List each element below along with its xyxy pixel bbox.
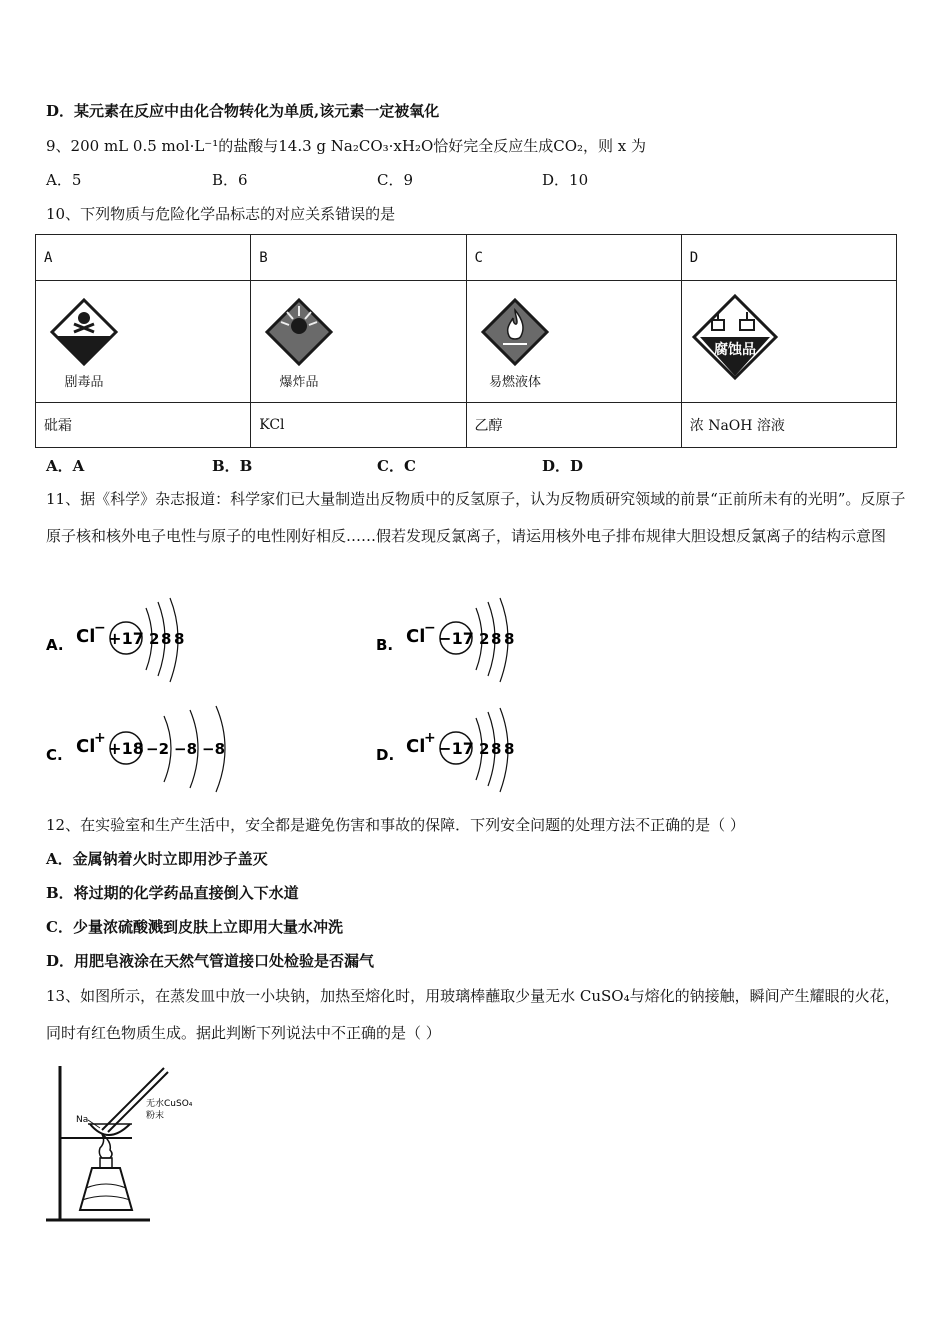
q11-a-nucleus: +17 [108, 629, 144, 648]
q11-option-b [376, 596, 576, 690]
label-cuso4: 无水CuSO₄ [146, 1099, 193, 1109]
q11-a-shell-1: 2 [149, 630, 160, 648]
q13-apparatus-diagram [40, 1062, 210, 1231]
q8-option-d: D．某元素在反应中由化合物转化为单质,该元素一定被氧化 [46, 102, 440, 120]
q11-d-nucleus: −17 [438, 739, 474, 758]
q11-a-shell-2: 8 [161, 630, 172, 648]
sign-label-corrosive: 腐蚀品 [713, 341, 756, 358]
q11-c-shell-3: −8 [202, 740, 226, 758]
q11-option-d [376, 704, 576, 798]
q12-stem: 12、在实验室和生产生活中，安全都是避免伤害和事故的保障．下列安全问题的处理方法不正确的是（ ） [46, 816, 745, 834]
explosive-sign-icon [259, 292, 339, 392]
sign-label-flammable: 易燃液体 [488, 374, 541, 390]
hazard-table [35, 234, 897, 448]
q12-option-c: C．少量浓硫酸溅到皮肤上立即用大量水冲洗 [46, 918, 343, 936]
q11-c-label: C. [46, 746, 63, 764]
substance-c: 乙醇 [466, 403, 681, 448]
q11-c-nucleus: +18 [108, 739, 144, 758]
q11-b-shell-1: 2 [479, 630, 490, 648]
q10-option-b: B．B [212, 457, 253, 475]
q11-a-charge: − [94, 620, 106, 636]
header-b: B [251, 235, 466, 281]
q11-a-ion: Cl [76, 626, 96, 647]
q11-option-a [46, 596, 246, 690]
q10-option-d: D．D [542, 457, 584, 475]
q10-stem: 10、下列物质与危险化学品标志的对应关系错误的是 [46, 205, 396, 223]
q11-b-shell-3: 8 [504, 630, 515, 648]
q11-d-label: D. [376, 746, 395, 764]
q9-stem: 9、200 mL 0.5 mol·L⁻¹的盐酸与14.3 g Na₂CO₃·xH₂O恰好完全反应生成CO₂，则 x 为 [46, 137, 647, 155]
q9-option-d: D．10 [542, 171, 589, 189]
q11-c-ion: Cl [76, 736, 96, 757]
header-d: D [681, 235, 896, 281]
header-a: A [36, 235, 251, 281]
q11-b-nucleus: −17 [438, 629, 474, 648]
label-na: Na [76, 1115, 89, 1125]
substance-b: KCl [251, 403, 466, 448]
sign-label-explosive: 爆炸品 [279, 374, 319, 390]
q11-d-charge: + [424, 730, 436, 746]
q11-d-shell-1: 2 [479, 740, 490, 758]
q11-c-shell-2: −8 [174, 740, 198, 758]
q11-option-c [46, 704, 286, 798]
q9-option-a: A．5 [46, 171, 82, 189]
q9-option-b: B．6 [212, 171, 248, 189]
substance-a: 砒霜 [36, 403, 251, 448]
q10-option-c: C．C [377, 457, 416, 475]
q13-stem: 13、如图所示，在蒸发皿中放一小块钠，加热至熔化时，用玻璃棒蘸取少量无水 CuSO₄与熔化的钠接触，瞬间产生耀眼的火花，同时有红色物质生成。据此判断下列说法中不正确的是（ ） [46, 987, 900, 1042]
header-c: C [466, 235, 681, 281]
q12-option-a: A．金属钠着火时立即用沙子盖灭 [46, 850, 268, 868]
q11-b-shell-2: 8 [491, 630, 502, 648]
q11-c-shell-1: −2 [146, 740, 170, 758]
q11-b-label: B. [376, 636, 394, 654]
q11-d-shell-3: 8 [504, 740, 515, 758]
substance-d: 浓 NaOH 溶液 [681, 403, 896, 448]
flammable-sign-icon [475, 292, 555, 392]
q11-a-shell-3: 8 [174, 630, 185, 648]
corrosive-sign-icon [690, 292, 780, 392]
q11-c-charge: + [94, 730, 106, 746]
q10-option-a: A．A [46, 457, 85, 475]
q11-b-charge: − [424, 620, 436, 636]
q12-option-b: B．将过期的化学药品直接倒入下水道 [46, 884, 299, 902]
q11-b-ion: Cl [406, 626, 426, 647]
q11-a-label: A. [46, 636, 64, 654]
q11-stem: 11、据《科学》杂志报道：科学家们已大量制造出反物质中的反氢原子，认为反物质研究领域的前景“正前所未有的光明”。反原子原子核和核外电子电性与原子的电性刚好相反……假若发现反氯离子，请运用核外电子排布规律大胆设想反氯离子的结构示意图 [46, 490, 906, 545]
q12-option-d: D．用肥皂液涂在天然气管道接口处检验是否漏气 [46, 952, 375, 970]
label-powder: 粉末 [146, 1111, 165, 1121]
q11-d-ion: Cl [406, 736, 426, 757]
q9-option-c: C．9 [377, 171, 414, 189]
q11-d-shell-2: 8 [491, 740, 502, 758]
sign-label-toxic: 剧毒品 [64, 374, 104, 390]
toxic-sign-icon [44, 292, 124, 392]
